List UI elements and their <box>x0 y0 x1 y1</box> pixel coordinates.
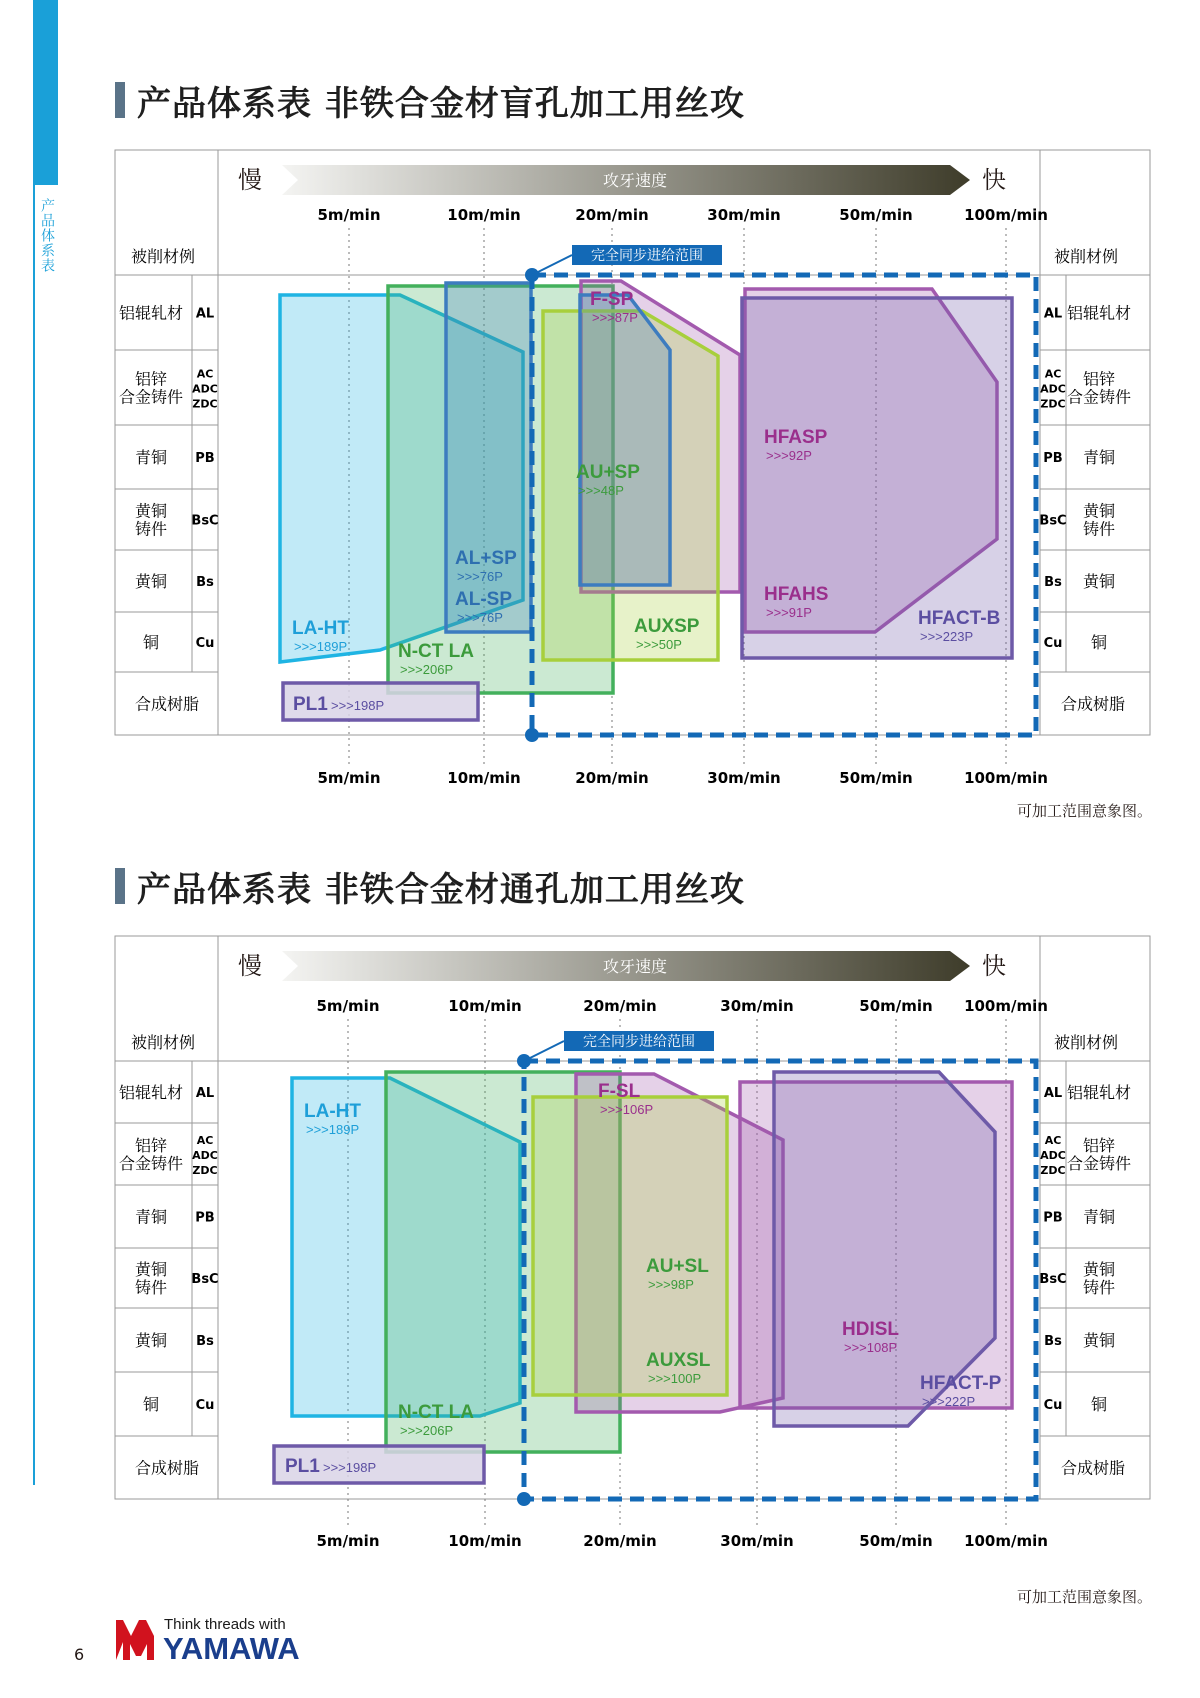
row-material-name: 铝锌 <box>1082 369 1116 389</box>
row-material-code: ZDC <box>192 397 218 411</box>
row-material-code: ADC <box>192 382 218 396</box>
product-page-ref: >>>50P <box>636 637 682 652</box>
speed-tick-label: 50m/min <box>859 997 933 1015</box>
speed-tick-label: 5m/min <box>317 206 381 224</box>
row-material-code: BsC <box>191 513 219 529</box>
row-material-name: 合成树脂 <box>1060 1458 1126 1478</box>
row-material-code: Cu <box>1043 1398 1063 1413</box>
row-material-name: 合成树脂 <box>134 1458 200 1478</box>
speed-tick-label: 20m/min <box>583 1532 657 1550</box>
row-material-name: 合金铸件 <box>118 1154 184 1173</box>
product-name: PL1 <box>285 1456 320 1477</box>
product-page-ref: >>>198P <box>331 698 385 713</box>
speed-tick-label: 5m/min <box>316 997 380 1015</box>
row-material-name: 青铜 <box>134 448 168 467</box>
row-material-name: 铝辊轧材 <box>1066 1083 1132 1102</box>
chart-note: 可加工范围意象图。 <box>1016 1588 1152 1606</box>
row-material-code: BsC <box>191 1272 219 1287</box>
row-material-code: Bs <box>196 1334 214 1349</box>
product-page-ref: >>>76P <box>457 569 503 584</box>
speed-tick-label: 50m/min <box>859 1532 933 1550</box>
yamawa-logo <box>114 1614 354 1662</box>
row-material-code: Cu <box>195 1398 215 1413</box>
section-title-text: 产品体系表 非铁合金材盲孔加工用丝攻 <box>137 83 745 124</box>
product-page-ref: >>>87P <box>592 310 638 325</box>
row-material-code: AC <box>1044 1134 1062 1147</box>
material-header: 被削材例 <box>131 1033 196 1052</box>
row-material-code: ZDC <box>1040 397 1066 411</box>
row-material-code: AC <box>196 1134 214 1147</box>
sync-range-leader <box>524 1041 564 1061</box>
product-page-ref: >>>108P <box>844 1340 898 1355</box>
product-page-ref: >>>76P <box>457 610 503 625</box>
product-page-ref: >>>48P <box>578 483 624 498</box>
speed-tick-label: 30m/min <box>707 206 781 224</box>
row-material-code: PB <box>195 451 215 466</box>
product-name: PL1 <box>293 694 328 715</box>
material-header: 被削材例 <box>1054 247 1119 266</box>
row-material-code: ZDC <box>1040 1164 1066 1177</box>
speed-tick-label: 20m/min <box>583 997 657 1015</box>
svg-text:Think threads with: Think threads with <box>164 1616 286 1633</box>
speed-tick-label: 10m/min <box>448 997 522 1015</box>
product-name: AU+SL <box>646 1256 709 1277</box>
chart-note: 可加工范围意象图。 <box>1016 802 1152 820</box>
product-page-ref: >>>92P <box>766 448 812 463</box>
row-material-name: 合成树脂 <box>134 694 200 714</box>
product-page-ref: >>>223P <box>920 629 974 644</box>
row-material-name: 铜 <box>142 1395 160 1414</box>
product-name: F-SL <box>598 1081 641 1102</box>
row-material-name: 铝锌 <box>1082 1136 1116 1155</box>
product-name: AU+SP <box>576 462 640 483</box>
speed-tick-label: 100m/min <box>964 206 1048 224</box>
chart-blind-hole-svg <box>0 0 1200 820</box>
speed-label: 攻牙速度 <box>602 957 668 976</box>
row-material-code: Bs <box>196 575 214 590</box>
row-material-name: 黄铜 <box>1082 1331 1116 1350</box>
speed-tick-label: 20m/min <box>575 206 649 224</box>
row-material-name: 黄铜 <box>134 1260 168 1279</box>
row-material-code: AC <box>1044 367 1062 381</box>
product-name: LA-HT <box>304 1101 361 1122</box>
row-material-name: 铝辊轧材 <box>118 303 184 323</box>
product-page-ref: >>>206P <box>400 662 454 677</box>
row-material-code: Cu <box>195 636 215 651</box>
material-header: 被削材例 <box>131 247 196 266</box>
row-material-name: 铸件 <box>134 1278 168 1297</box>
speed-label: 攻牙速度 <box>602 171 668 190</box>
page-number: 6 <box>74 1645 85 1664</box>
speed-tick-label: 100m/min <box>964 997 1048 1015</box>
row-material-name: 黄铜 <box>134 501 168 521</box>
row-material-name: 黄铜 <box>1082 501 1116 521</box>
speed-tick-label: 10m/min <box>447 769 521 787</box>
speed-tick-label: 10m/min <box>447 206 521 224</box>
row-material-name: 铜 <box>1090 1395 1108 1414</box>
row-material-name: 合金铸件 <box>1066 387 1132 407</box>
row-material-code: AL <box>195 306 215 322</box>
row-material-code: PB <box>1043 451 1063 466</box>
product-name: HDISL <box>842 1319 899 1340</box>
row-material-code: AC <box>196 367 214 381</box>
speed-tick-label: 30m/min <box>720 1532 794 1550</box>
row-material-code: AL <box>195 1086 215 1101</box>
row-material-name: 合金铸件 <box>1066 1154 1132 1173</box>
product-page-ref: >>>91P <box>766 605 812 620</box>
product-range-shape <box>580 295 670 585</box>
section-title-text: 产品体系表 非铁合金材通孔加工用丝攻 <box>137 869 745 910</box>
row-material-name: 铝锌 <box>134 369 168 389</box>
row-material-name: 黄铜 <box>1082 572 1116 591</box>
product-page-ref: >>>206P <box>400 1423 454 1438</box>
row-material-code: AL <box>1043 1086 1063 1101</box>
fast-label: 快 <box>982 166 1006 194</box>
row-material-name: 铸件 <box>134 519 168 539</box>
row-material-code: Bs <box>1044 575 1062 590</box>
sidebar-section-label: 产品体系表 <box>39 198 55 273</box>
product-name: AL+SP <box>455 548 517 569</box>
product-name: HFACT-B <box>918 608 1001 629</box>
product-name: AL-SP <box>455 589 512 610</box>
sync-range-leader <box>532 255 572 275</box>
row-material-name: 黄铜 <box>134 572 168 591</box>
product-name: N-CT LA <box>398 641 474 662</box>
product-page-ref: >>>106P <box>600 1102 654 1117</box>
product-name: F-SP <box>590 289 634 310</box>
row-material-name: 青铜 <box>1082 1207 1116 1227</box>
product-name: AUXSP <box>634 616 700 637</box>
speed-tick-label: 10m/min <box>448 1532 522 1550</box>
row-material-name: 铸件 <box>1082 519 1116 539</box>
speed-tick-label: 100m/min <box>964 1532 1048 1550</box>
speed-tick-label: 30m/min <box>720 997 794 1015</box>
row-material-name: 黄铜 <box>1082 1260 1116 1279</box>
row-material-name: 铝锌 <box>134 1136 168 1155</box>
sync-range-marker <box>517 1492 531 1506</box>
product-page-ref: >>>198P <box>323 1460 377 1475</box>
row-material-name: 铝辊轧材 <box>1066 303 1132 323</box>
row-material-code: ADC <box>1040 1149 1066 1162</box>
row-material-code: ZDC <box>192 1164 218 1177</box>
row-material-name: 铝辊轧材 <box>118 1083 184 1102</box>
row-material-code: AL <box>1043 306 1063 322</box>
product-page-ref: >>>100P <box>648 1371 702 1386</box>
product-name: HFACT-P <box>920 1373 1002 1394</box>
svg-text:YAMAWA: YAMAWA <box>163 1631 300 1662</box>
product-page-ref: >>>189P <box>294 639 348 654</box>
row-material-name: 青铜 <box>1082 448 1116 467</box>
product-page-ref: >>>222P <box>922 1394 976 1409</box>
sync-range-label: 完全同步进给范围 <box>591 248 703 264</box>
speed-tick-label: 50m/min <box>839 769 913 787</box>
product-name: HFAHS <box>764 584 829 605</box>
product-page-ref: >>>98P <box>648 1277 694 1292</box>
fast-label: 快 <box>982 952 1006 980</box>
row-material-code: BsC <box>1039 513 1067 529</box>
slow-label: 慢 <box>238 166 262 194</box>
row-material-code: BsC <box>1039 1272 1067 1287</box>
row-material-name: 青铜 <box>134 1207 168 1227</box>
product-name: N-CT LA <box>398 1402 474 1423</box>
row-material-code: Cu <box>1043 636 1063 651</box>
speed-tick-label: 5m/min <box>316 1532 380 1550</box>
row-material-name: 合成树脂 <box>1060 694 1126 714</box>
row-material-code: PB <box>195 1210 215 1226</box>
speed-tick-label: 30m/min <box>707 769 781 787</box>
sync-range-label: 完全同步进给范围 <box>583 1034 695 1050</box>
row-material-code: PB <box>1043 1210 1063 1226</box>
product-name: AUXSL <box>646 1350 711 1371</box>
row-material-name: 铜 <box>1090 633 1108 652</box>
row-material-name: 铸件 <box>1082 1278 1116 1297</box>
product-name: LA-HT <box>292 618 349 639</box>
row-material-code: ADC <box>192 1149 218 1162</box>
material-header: 被削材例 <box>1054 1033 1119 1052</box>
speed-tick-label: 20m/min <box>575 769 649 787</box>
chart-through-hole-svg <box>0 786 1200 1606</box>
row-material-code: Bs <box>1044 1334 1062 1349</box>
speed-tick-label: 50m/min <box>839 206 913 224</box>
product-page-ref: >>>189P <box>306 1122 360 1137</box>
speed-tick-label: 5m/min <box>317 769 381 787</box>
row-material-name: 黄铜 <box>134 1331 168 1350</box>
product-name: HFASP <box>764 427 828 448</box>
row-material-name: 铜 <box>142 633 160 652</box>
sync-range-marker <box>525 728 539 742</box>
slow-label: 慢 <box>238 952 262 980</box>
row-material-code: ADC <box>1040 382 1066 396</box>
row-material-name: 合金铸件 <box>118 387 184 407</box>
speed-tick-label: 100m/min <box>964 769 1048 787</box>
